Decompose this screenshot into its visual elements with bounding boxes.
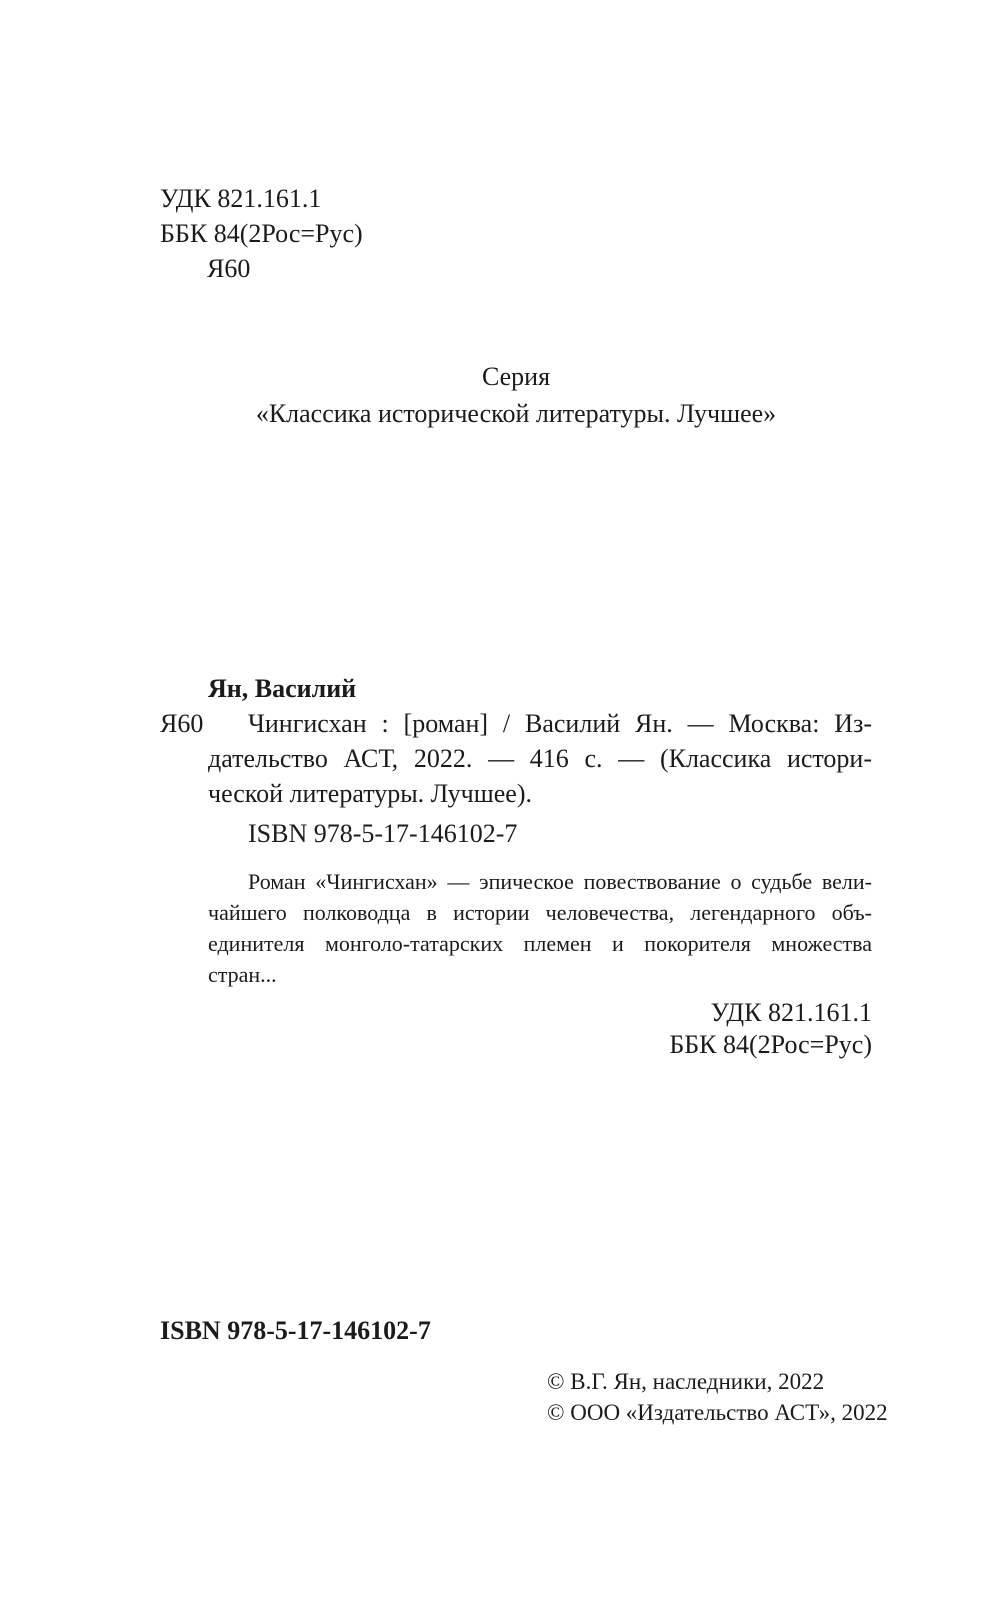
author-name: Ян, Василий (208, 674, 357, 703)
footer-isbn: ISBN 978-5-17-146102-7 (160, 1316, 431, 1345)
bibliographic-description (160, 706, 872, 811)
bbk-code: ББК 84(2Рос=Рус) (160, 219, 363, 248)
annotation-line: чайшего полководца в истории человечества, легендарного объ- (208, 900, 872, 925)
author-sign-margin: Я60 (160, 709, 204, 738)
annotation-line: Роман «Чингисхан» — эпическое повествование о судьбе вели- (248, 869, 872, 894)
bib-line: ческой литературы. Лучшее). (208, 779, 532, 808)
udk-code: УДК 821.161.1 (160, 184, 322, 213)
copyright-line-author: © В.Г. Ян, наследники, 2022 (547, 1369, 825, 1394)
bib-line: дательство АСТ, 2022. — 416 с. — (Классика истори- (208, 744, 872, 773)
bib-line: Чингисхан : [роман] / Василий Ян. — Москва: Из- (248, 709, 872, 738)
isbn-line: ISBN 978-5-17-146102-7 (248, 819, 518, 848)
annotation-line: стран... (208, 962, 277, 987)
udk-code-right: УДК 821.161.1 (710, 998, 872, 1027)
copyright-block (547, 1366, 888, 1428)
cataloging-codes-top (160, 181, 363, 286)
cataloging-codes-right (160, 997, 872, 1061)
annotation-line: единителя монголо-татарских племен и покорителя множества (208, 931, 872, 956)
annotation (208, 866, 872, 990)
series-label: Серия (481, 362, 551, 391)
copyright-line-publisher: © ООО «Издательство АСТ», 2022 (547, 1400, 888, 1425)
author-sign: Я60 (207, 254, 251, 283)
bbk-code-right: ББК 84(2Рос=Рус) (669, 1030, 872, 1059)
series-block (160, 358, 872, 432)
series-name: «Классика исторической литературы. Лучшее» (255, 399, 777, 428)
catalog-card (160, 671, 872, 1061)
